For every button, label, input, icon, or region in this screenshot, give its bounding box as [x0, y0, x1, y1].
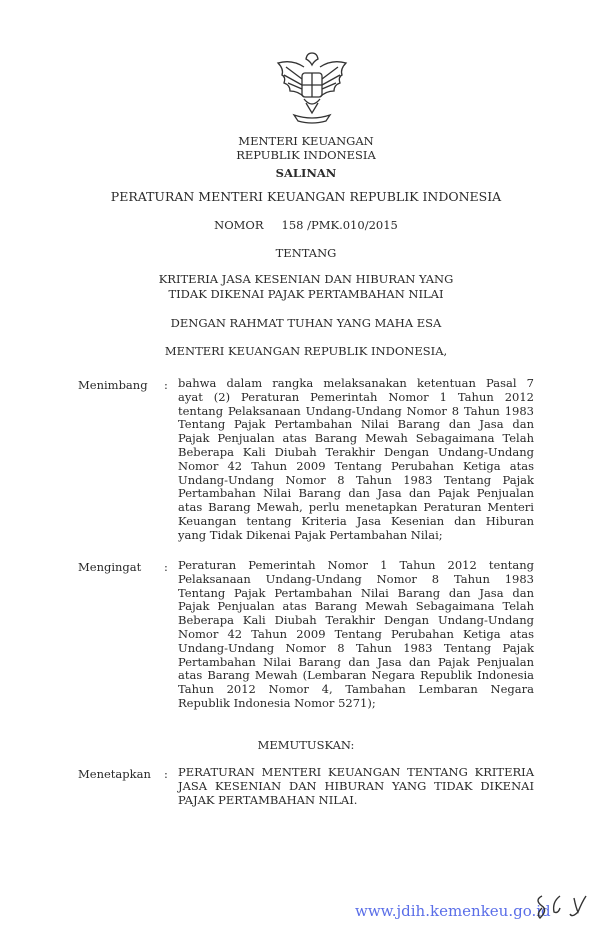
nomor-value: 158 /PMK.010/2015: [281, 218, 398, 232]
mengingat-text: [178, 559, 534, 711]
text-line: yang Tidak Dikenai Pajak Pertambahan Nilai;: [178, 527, 443, 542]
text-line: Nomor 42 Tahun 2009 Tentang Perubahan Ketiga atas: [178, 458, 534, 473]
text-line: Republik Indonesia Nomor 5271);: [178, 695, 376, 710]
menetapkan-text: [178, 766, 534, 807]
copy-stamp: SALINAN: [275, 166, 337, 180]
handwritten-initials: [530, 888, 590, 924]
text-line: Undang-Undang Nomor 8 Tahun 1983 Tentang Pajak: [178, 472, 534, 487]
mengingat-label: Mengingat: [78, 560, 142, 574]
text-line: atas Barang Mewah (Lembaran Negara Republik Indonesia: [178, 668, 534, 683]
text-line: Pertambahan Nilai Barang dan Jasa dan Pajak Penjualan: [178, 654, 534, 669]
text-line: Tentang Pajak Pertambahan Nilai Barang dan Jasa dan: [178, 585, 534, 600]
country-name: REPUBLIK INDONESIA: [236, 148, 376, 162]
text-line: Pelaksanaan Undang-Undang Nomor 8 Tahun 1983: [178, 571, 534, 586]
text-line: atas Barang Mewah, perlu menetapkan Peraturan Menteri: [178, 500, 534, 515]
text-line: bahwa dalam rangka melaksanakan ketentuan Pasal 7: [178, 376, 534, 390]
ministry-name: MENTERI KEUANGAN: [238, 134, 374, 148]
text-line: JASA KESENIAN DAN HIBURAN YANG TIDAK DIKENAI: [178, 778, 534, 793]
subject-line-1: KRITERIA JASA KESENIAN DAN HIBURAN YANG: [158, 272, 454, 286]
mengingat-colon: :: [164, 560, 168, 574]
text-line: Pertambahan Nilai Barang dan Jasa dan Pajak Penjualan: [178, 486, 534, 501]
text-line: Beberapa Kali Diubah Terakhir Dengan Undang-Undang: [178, 613, 534, 628]
menimbang-label: Menimbang: [78, 378, 148, 392]
issuer: MENTERI KEUANGAN REPUBLIK INDONESIA,: [164, 344, 448, 358]
text-line: Undang-Undang Nomor 8 Tahun 1983 Tentang Pajak: [178, 640, 534, 655]
text-line: PAJAK PERTAMBAHAN NILAI.: [178, 792, 358, 807]
text-line: Tahun 2012 Nomor 4, Tambahan Lembaran Negara: [178, 682, 534, 697]
menetapkan-label: Menetapkan: [78, 767, 151, 781]
text-line: Tentang Pajak Pertambahan Nilai Barang dan Jasa dan: [178, 417, 534, 432]
regulation-number: [0, 218, 612, 232]
nomor-label: NOMOR: [214, 218, 264, 232]
text-line: Pajak Penjualan atas Barang Mewah Sebagaimana Telah: [178, 431, 534, 446]
menimbang-colon: :: [164, 378, 168, 392]
text-line: Beberapa Kali Diubah Terakhir Dengan Undang-Undang: [178, 444, 534, 459]
memutuskan-heading: MEMUTUSKAN:: [257, 738, 355, 752]
text-line: PERATURAN MENTERI KEUANGAN TENTANG KRITERIA: [178, 765, 534, 779]
text-line: Peraturan Pemerintah Nomor 1 Tahun 2012 tentang: [178, 558, 534, 572]
regulation-title: PERATURAN MENTERI KEUANGAN REPUBLIK INDONESIA: [110, 189, 502, 204]
subject-line-2: TIDAK DIKENAI PAJAK PERTAMBAHAN NILAI: [168, 287, 444, 301]
menetapkan-colon: :: [164, 767, 168, 781]
text-line: Keuangan tentang Kriteria Jasa Kesenian dan Hiburan: [178, 513, 534, 528]
tentang-heading: TENTANG: [275, 246, 337, 260]
garuda-emblem-icon: [272, 45, 352, 130]
menimbang-text: [178, 377, 534, 543]
preamble: DENGAN RAHMAT TUHAN YANG MAHA ESA: [170, 316, 442, 330]
text-line: Pajak Penjualan atas Barang Mewah Sebagaimana Telah: [178, 599, 534, 614]
jdih-url[interactable]: www.jdih.kemenkeu.go.id: [355, 902, 551, 920]
text-line: ayat (2) Peraturan Pemerintah Nomor 1 Tahun 2012: [178, 389, 534, 404]
text-line: tentang Pelaksanaan Undang-Undang Nomor 8 Tahun 1983: [178, 403, 534, 418]
text-line: Nomor 42 Tahun 2009 Tentang Perubahan Ketiga atas: [178, 626, 534, 641]
